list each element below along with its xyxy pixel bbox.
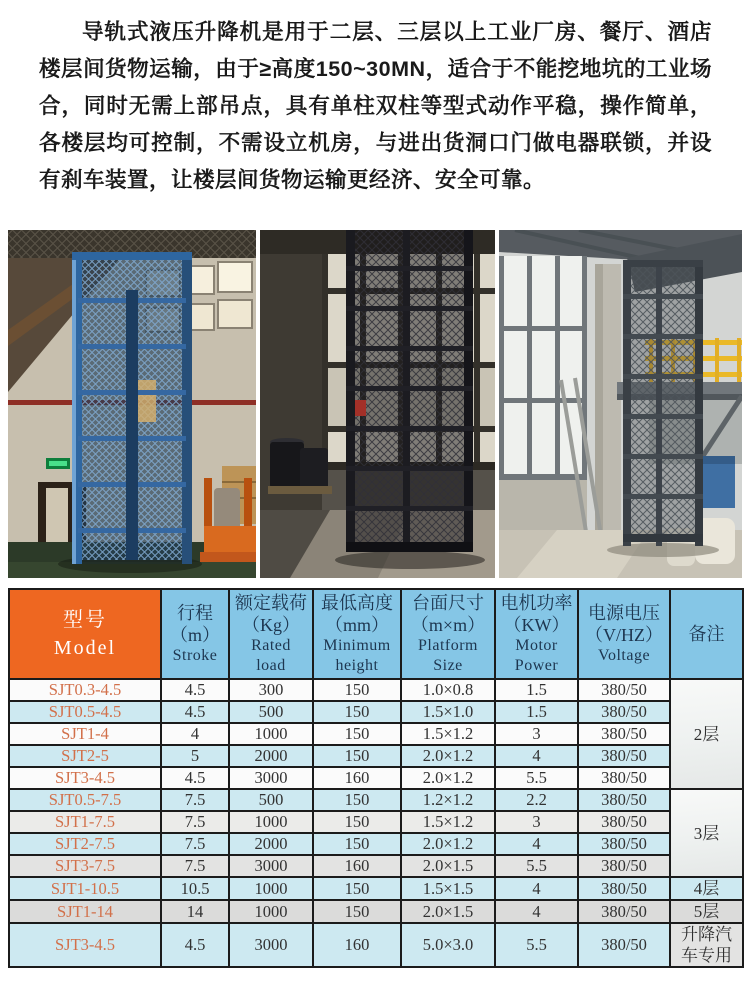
voltage-cell: 380/50 <box>578 833 670 855</box>
voltage-cell: 380/50 <box>578 855 670 877</box>
min-height-cell: 150 <box>313 679 401 701</box>
stroke-cell: 5 <box>161 745 229 767</box>
voltage-cell: 380/50 <box>578 767 670 789</box>
min-height-cell: 150 <box>313 745 401 767</box>
spec-table <box>8 588 744 968</box>
spec-row-SJT0.3-4.5 <box>9 679 743 701</box>
header-rated-load: 额定载荷 （Kg） Rated load <box>229 589 313 679</box>
load-cell: 300 <box>229 679 313 701</box>
remark-cell: 4层 <box>670 877 743 900</box>
min-height-cell: 150 <box>313 877 401 900</box>
voltage-cell: 380/50 <box>578 723 670 745</box>
load-cell: 2000 <box>229 833 313 855</box>
spec-table-body <box>9 679 743 967</box>
spec-row-SJT1-7.5 <box>9 811 743 833</box>
power-cell: 4 <box>495 745 578 767</box>
min-height-cell: 150 <box>313 900 401 923</box>
spec-row-SJT1-14 <box>9 900 743 923</box>
spec-row-SJT1-10.5 <box>9 877 743 900</box>
model-cell: SJT2-7.5 <box>9 833 161 855</box>
platform-cell: 1.5×1.5 <box>401 877 495 900</box>
power-cell: 5.5 <box>495 855 578 877</box>
spec-row-SJT2-7.5 <box>9 833 743 855</box>
header-model: 型号 Model <box>9 589 161 679</box>
stroke-cell: 7.5 <box>161 789 229 811</box>
model-cell: SJT3-4.5 <box>9 767 161 789</box>
power-cell: 3 <box>495 723 578 745</box>
header-voltage: 电源电压 （V/HZ） Voltage <box>578 589 670 679</box>
stroke-cell: 10.5 <box>161 877 229 900</box>
header-motor-power: 电机功率 （KW） Motor Power <box>495 589 578 679</box>
model-cell: SJT0.3-4.5 <box>9 679 161 701</box>
spec-table-header <box>9 589 743 679</box>
power-cell: 3 <box>495 811 578 833</box>
voltage-cell: 380/50 <box>578 877 670 900</box>
model-cell: SJT1-14 <box>9 900 161 923</box>
model-cell: SJT3-7.5 <box>9 855 161 877</box>
spec-row-SJT2-5 <box>9 745 743 767</box>
photo-guide-rail-lift-steel-plant <box>499 230 742 578</box>
stroke-cell: 7.5 <box>161 811 229 833</box>
load-cell: 3000 <box>229 923 313 967</box>
photo-plant-lift-image <box>499 230 742 578</box>
load-cell: 1000 <box>229 900 313 923</box>
load-cell: 1000 <box>229 877 313 900</box>
header-platform-size: 台面尺寸 （m×m） Platform Size <box>401 589 495 679</box>
spec-row-SJT0.5-7.5 <box>9 789 743 811</box>
voltage-cell: 380/50 <box>578 923 670 967</box>
stroke-cell: 4.5 <box>161 923 229 967</box>
load-cell: 3000 <box>229 855 313 877</box>
product-photos <box>8 230 742 578</box>
power-cell: 2.2 <box>495 789 578 811</box>
power-cell: 1.5 <box>495 701 578 723</box>
model-cell: SJT2-5 <box>9 745 161 767</box>
header-row <box>9 589 743 679</box>
min-height-cell: 150 <box>313 833 401 855</box>
min-height-cell: 150 <box>313 811 401 833</box>
stroke-cell: 14 <box>161 900 229 923</box>
min-height-cell: 160 <box>313 767 401 789</box>
model-cell: SJT0.5-7.5 <box>9 789 161 811</box>
stroke-cell: 4 <box>161 723 229 745</box>
voltage-cell: 380/50 <box>578 789 670 811</box>
platform-cell: 5.0×3.0 <box>401 923 495 967</box>
power-cell: 1.5 <box>495 679 578 701</box>
power-cell: 5.5 <box>495 767 578 789</box>
spec-row-SJT1-4 <box>9 723 743 745</box>
voltage-cell: 380/50 <box>578 701 670 723</box>
photo-blue-lift-image <box>8 230 256 578</box>
header-remark: 备注 <box>670 589 743 679</box>
model-cell: SJT3-4.5 <box>9 923 161 967</box>
model-cell: SJT1-10.5 <box>9 877 161 900</box>
power-cell: 5.5 <box>495 923 578 967</box>
min-height-cell: 150 <box>313 789 401 811</box>
min-height-cell: 160 <box>313 855 401 877</box>
platform-cell: 1.2×1.2 <box>401 789 495 811</box>
load-cell: 1000 <box>229 811 313 833</box>
stroke-cell: 7.5 <box>161 833 229 855</box>
intro-paragraph: 导轨式液压升降机是用于二层、三层以上工业厂房、餐厅、酒店楼层间货物运输，由于≥高度150~30MN，适合于不能挖地坑的工业场合，同时无需上部吊点，具有单柱双柱等型式动作平稳，操作简单，各楼层均可控制，不需设立机房，与进出货洞口门做电器联锁，并设有刹车装置，让楼层间货物运输更经济、安全可靠。 <box>39 20 712 192</box>
power-cell: 4 <box>495 900 578 923</box>
photo-dark-guide-rail-lift-windows <box>260 230 495 578</box>
platform-cell: 2.0×1.2 <box>401 833 495 855</box>
power-cell: 4 <box>495 877 578 900</box>
model-cell: SJT1-4 <box>9 723 161 745</box>
load-cell: 500 <box>229 701 313 723</box>
platform-cell: 1.5×1.2 <box>401 723 495 745</box>
remark-cell: 升降汽车专用 <box>670 923 743 967</box>
spec-row-SJT0.5-4.5 <box>9 701 743 723</box>
stroke-cell: 7.5 <box>161 855 229 877</box>
platform-cell: 1.5×1.2 <box>401 811 495 833</box>
platform-cell: 1.0×0.8 <box>401 679 495 701</box>
stroke-cell: 4.5 <box>161 767 229 789</box>
min-height-cell: 150 <box>313 723 401 745</box>
load-cell: 3000 <box>229 767 313 789</box>
platform-cell: 2.0×1.2 <box>401 767 495 789</box>
photo-blue-guide-rail-lift-workshop <box>8 230 256 578</box>
remark-cell: 3层 <box>670 789 743 877</box>
stroke-cell: 4.5 <box>161 701 229 723</box>
min-height-cell: 150 <box>313 701 401 723</box>
min-height-cell: 160 <box>313 923 401 967</box>
platform-cell: 1.5×1.0 <box>401 701 495 723</box>
load-cell: 500 <box>229 789 313 811</box>
platform-cell: 2.0×1.5 <box>401 855 495 877</box>
remark-cell: 2层 <box>670 679 743 789</box>
voltage-cell: 380/50 <box>578 900 670 923</box>
load-cell: 2000 <box>229 745 313 767</box>
spec-row-SJT3-7.5 <box>9 855 743 877</box>
header-min-height: 最低高度 （mm） Minimum height <box>313 589 401 679</box>
photo-dark-lift-image <box>260 230 495 578</box>
voltage-cell: 380/50 <box>578 679 670 701</box>
platform-cell: 2.0×1.5 <box>401 900 495 923</box>
voltage-cell: 380/50 <box>578 811 670 833</box>
platform-cell: 2.0×1.2 <box>401 745 495 767</box>
stroke-cell: 4.5 <box>161 679 229 701</box>
spec-row-SJT3-4.5 <box>9 767 743 789</box>
spec-row-SJT3-4.5 <box>9 923 743 967</box>
model-cell: SJT1-7.5 <box>9 811 161 833</box>
load-cell: 1000 <box>229 723 313 745</box>
power-cell: 4 <box>495 833 578 855</box>
model-cell: SJT0.5-4.5 <box>9 701 161 723</box>
header-stroke: 行程 （m） Stroke <box>161 589 229 679</box>
voltage-cell: 380/50 <box>578 745 670 767</box>
remark-cell: 5层 <box>670 900 743 923</box>
